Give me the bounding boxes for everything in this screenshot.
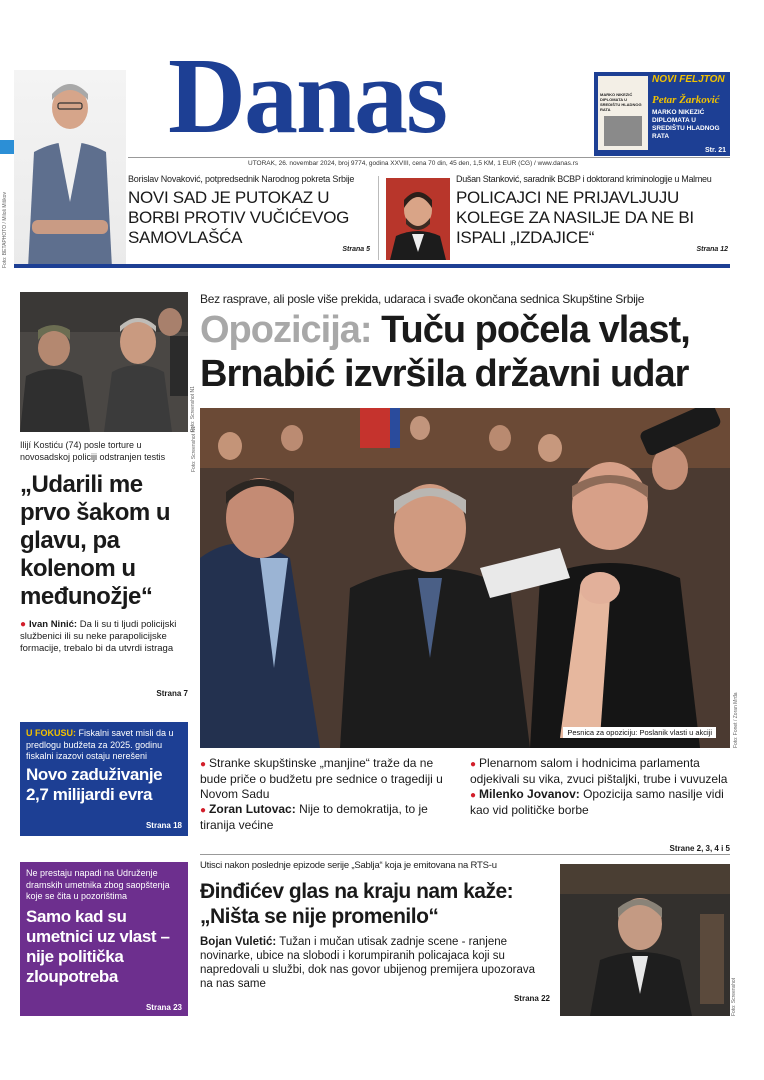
fokus-label: U FOKUSU: xyxy=(26,728,76,738)
feljton-thumb-caption: MARKO NIKEZIĆ DIPLOMATA U SREDIŠTU HLADNOG RATA xyxy=(600,92,642,112)
purple-headline: Samo kad su umetnici uz vlast – nije politička zloupotreba xyxy=(26,906,170,986)
bottom-story[interactable] xyxy=(200,860,552,1020)
main-pages: Strane 2, 3, 4 i 5 xyxy=(669,844,730,853)
left-headline: „Udarili me prvo šakom u glavu, pa kolenom u međunožje“ xyxy=(20,471,171,610)
logo: Danas xyxy=(168,37,447,156)
dateline: UTORAK, 26. novembar 2024, broj 9774, godina XXVIII, cena 70 din, 45 den, 1,5 KM, 1 EUR (CG) / www.danas.rs xyxy=(248,160,579,167)
top-right-page: Strana 12 xyxy=(696,246,728,253)
main-headline-1: Tuču počela vlast, xyxy=(381,309,690,351)
portrait-novakovic xyxy=(14,70,126,268)
main-bullets-left xyxy=(200,756,458,833)
sablja-photo-credit: Foto: Screenshot xyxy=(731,977,737,1016)
main-bullet-2 xyxy=(200,802,458,833)
fokus-headline: Novo zaduživanje 2,7 milijardi evra xyxy=(26,764,163,804)
main-bullet-1 xyxy=(200,756,458,802)
left-kicker: Ilijí Kostiću (74) posle torture u novosadskoj policiji odstranjen testis xyxy=(20,440,166,462)
feljton-author: Petar Žarković xyxy=(652,94,720,106)
main-kicker: Bez rasprave, ali posle više prekida, udaraca i svađe okončana sednica Skupštine Srbije xyxy=(200,292,645,306)
bullet-dot xyxy=(200,756,209,770)
main-bullet-4-name: Milenko Jovanov: xyxy=(479,787,580,801)
top-left-headline: NOVI SAD JE PUTOKAZ U BORBI PROTIV VUČIĆEVOG SAMOVLAŠĆA xyxy=(128,188,350,247)
sablja-photo xyxy=(560,864,730,1016)
main-bullet-2-name: Zoran Lutovac: xyxy=(209,802,296,816)
feljton-box[interactable] xyxy=(594,72,730,156)
feljton-thumbnail xyxy=(598,76,648,150)
main-headline-2: Brnabić izvršila državni udar xyxy=(200,353,689,395)
purple-page: Strana 23 xyxy=(145,1003,182,1012)
bullet-dot xyxy=(470,787,479,801)
portrait-stankovic xyxy=(386,178,450,260)
top-right-story[interactable] xyxy=(456,174,730,260)
main-bullet-4-text: Opozicija samo nasilje vidi kao vid političke borbe xyxy=(470,787,724,817)
dateline-rule xyxy=(128,157,730,158)
main-bullet-3 xyxy=(470,756,732,787)
main-divider xyxy=(200,854,730,855)
main-bullet-3-text: Plenarnom salom i hodnicima parlamenta odjekivali su vika, zvuci pištaljki, trube i vuvuzela xyxy=(470,756,728,786)
bottom-text xyxy=(200,935,550,991)
main-bullet-1-text: Stranke skupštinske „manjine“ traže da ne bude priče o budžetu pre sednice o tragediji u Novom Sadu xyxy=(200,756,443,801)
main-headline-grey: Opozicija: xyxy=(200,309,372,351)
kostic-photo-credit: Foto: Screenshot N1 xyxy=(190,386,196,432)
feljton-kicker: NOVI FELJTON xyxy=(652,74,725,85)
main-photo-credit-2: Foto: Fonet / Zoran Mrđa xyxy=(733,692,739,748)
left-bullet-text: Da li su ti ljudi policijski službenici ili su neke parapolicijske formacije, trebalo bi da utvrdi istraga xyxy=(20,619,177,654)
main-photo xyxy=(200,408,730,748)
main-bullets-right xyxy=(470,756,732,818)
bottom-headline: Đinđićev glas na kraju nam kaže: „Ništa se nije promenilo“ xyxy=(200,880,514,928)
fokus-intro-line xyxy=(26,728,182,763)
bottom-body: Tužan i mučan utisak zadnje scene - ranjene novinarke, ubice na slobodi i korumpiranih policajaca koji su napredovali u službi, dok nas govor ubijenog premijera upozorava na nas same xyxy=(200,936,535,990)
purple-intro: Ne prestaju napadi na Udruženje dramskih umetnika zbog saopštenja koje se čita u pozorištima xyxy=(26,868,170,901)
left-story[interactable] xyxy=(20,440,190,698)
main-photo-credit-1: Foto: Screenshot N1 xyxy=(191,426,197,472)
top-right-headline: POLICAJCI NE PRIJAVLJUJU KOLEGE ZA NASILJE DA NE BI ISPALI „IZDAJICE“ xyxy=(456,188,694,247)
fokus-box[interactable] xyxy=(20,722,188,836)
main-bullet-2-text: Nije to demokratija, to je tiranija većine xyxy=(200,802,428,832)
bullet-dot xyxy=(200,802,209,816)
masthead-rule xyxy=(14,264,730,268)
bottom-kicker: Utisci nakon poslednje epizode serije „Sablja“ koja je emitovana na RTS-u xyxy=(200,860,497,871)
bullet-dot xyxy=(470,756,479,770)
purple-box[interactable] xyxy=(20,862,188,1016)
left-bullet-name: Ivan Ninić: xyxy=(29,619,78,630)
bottom-author: Bojan Vuletić: xyxy=(200,936,277,948)
top-left-story[interactable] xyxy=(128,174,372,260)
bullet-dot xyxy=(20,619,29,630)
feljton-title: MARKO NIKEZIĆ DIPLOMATA U SREDIŠTU HLADNOG RATA xyxy=(652,109,720,140)
fokus-intro: Fiskalni savet misli da u predlogu budžeta za 2025. godinu fiskalni izazovi ostaju nerešeni xyxy=(26,728,174,761)
masthead xyxy=(0,0,764,270)
kostic-photo xyxy=(20,292,188,432)
photo-credit-left: Foto: BETAPHOTO / Miloš Miškov xyxy=(2,192,8,268)
top-left-page: Strana 5 xyxy=(342,246,370,253)
left-page: Strana 7 xyxy=(156,689,188,698)
edge-marker xyxy=(0,140,14,154)
left-bullet xyxy=(20,619,188,655)
top-divider xyxy=(378,176,379,260)
main-headline[interactable] xyxy=(200,308,730,396)
top-right-kicker: Dušan Stanković, saradnik BCBP i doktorand kriminologije u Malmeu xyxy=(456,174,712,184)
feljton-page: Str. 21 xyxy=(704,147,726,154)
main-photo-caption: Pesnica za opoziciju: Poslanik vlasti u akciji xyxy=(563,727,716,738)
bottom-page: Strana 22 xyxy=(513,994,550,1003)
main-bullet-4 xyxy=(470,787,732,818)
top-left-kicker: Borislav Novaković, potpredsednik Narodnog pokreta Srbije xyxy=(128,174,355,184)
fokus-page: Strana 18 xyxy=(145,821,182,830)
